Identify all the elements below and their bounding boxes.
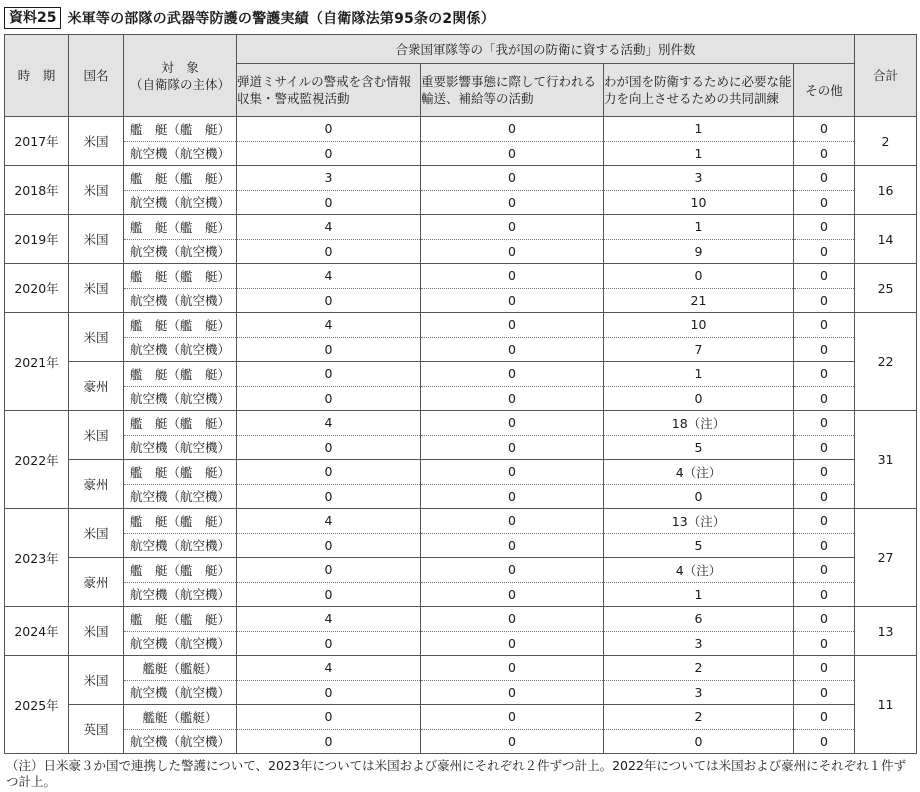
count-cell: 0	[794, 411, 855, 436]
subject-cell: 航空機（航空機）	[124, 729, 237, 754]
count-cell: 18（注）	[604, 411, 794, 436]
table-row	[5, 166, 917, 191]
count-cell: 4	[237, 607, 421, 632]
period-cell: 2019年	[5, 215, 69, 264]
count-cell: 0	[794, 117, 855, 142]
count-cell: 0	[421, 607, 604, 632]
count-cell: 0	[604, 729, 794, 754]
header-subject: 対 象 （自衛隊の主体）	[124, 35, 237, 117]
header-period: 時 期	[5, 35, 69, 117]
count-cell: 0	[237, 117, 421, 142]
count-cell: 0	[237, 582, 421, 607]
country-cell: 豪州	[69, 558, 124, 607]
count-cell: 0	[237, 558, 421, 583]
count-cell: 4	[237, 509, 421, 534]
subject-cell: 航空機（航空機）	[124, 533, 237, 558]
period-cell: 2020年	[5, 264, 69, 313]
header-country: 国名	[69, 35, 124, 117]
header-col-logistics: 重要影響事態に際して行われる輸送、補給等の活動	[421, 64, 604, 117]
document-badge: 資料25	[4, 7, 61, 29]
count-cell: 0	[237, 141, 421, 166]
country-cell: 米国	[69, 117, 124, 166]
count-cell: 0	[604, 386, 794, 411]
table-row	[5, 631, 917, 656]
count-cell: 0	[421, 386, 604, 411]
subject-cell: 航空機（航空機）	[124, 435, 237, 460]
count-cell: 4	[237, 656, 421, 681]
subject-cell: 航空機（航空機）	[124, 288, 237, 313]
subject-cell: 艦 艇（艦 艇）	[124, 411, 237, 436]
period-cell: 2021年	[5, 313, 69, 411]
count-cell: 0	[421, 509, 604, 534]
table-row	[5, 558, 917, 583]
count-cell: 0	[794, 484, 855, 509]
period-cell: 2017年	[5, 117, 69, 166]
count-cell: 0	[604, 484, 794, 509]
count-cell: 0	[794, 705, 855, 730]
country-cell: 米国	[69, 166, 124, 215]
subject-cell: 艦艇（艦艇）	[124, 705, 237, 730]
count-cell: 2	[604, 656, 794, 681]
count-cell: 1	[604, 117, 794, 142]
count-cell: 6	[604, 607, 794, 632]
count-cell: 0	[794, 313, 855, 338]
subject-cell: 艦 艇（艦 艇）	[124, 362, 237, 387]
count-cell: 0	[794, 509, 855, 534]
count-cell: 4	[237, 313, 421, 338]
count-cell: 1	[604, 362, 794, 387]
count-cell: 0	[794, 362, 855, 387]
count-cell: 0	[237, 435, 421, 460]
country-cell: 米国	[69, 313, 124, 362]
count-cell: 0	[794, 190, 855, 215]
count-cell: 10	[604, 313, 794, 338]
title-text: 米軍等の部隊の武器等防護の警護実績（自衛隊法第95条の2関係）	[67, 11, 495, 27]
total-cell: 22	[855, 313, 917, 411]
table-row	[5, 288, 917, 313]
count-cell: 0	[421, 631, 604, 656]
count-cell: 0	[421, 190, 604, 215]
count-cell: 0	[237, 190, 421, 215]
subject-cell: 艦 艇（艦 艇）	[124, 215, 237, 240]
table-row	[5, 117, 917, 142]
subject-cell: 艦艇（艦艇）	[124, 656, 237, 681]
count-cell: 0	[421, 239, 604, 264]
count-cell: 0	[604, 264, 794, 289]
subject-cell: 艦 艇（艦 艇）	[124, 558, 237, 583]
count-cell: 0	[794, 264, 855, 289]
subject-cell: 艦 艇（艦 艇）	[124, 117, 237, 142]
period-cell: 2018年	[5, 166, 69, 215]
count-cell: 0	[794, 680, 855, 705]
count-cell: 0	[794, 582, 855, 607]
country-cell: 英国	[69, 705, 124, 754]
count-cell: 0	[794, 435, 855, 460]
table-row	[5, 533, 917, 558]
table-row	[5, 313, 917, 338]
count-cell: 0	[421, 680, 604, 705]
count-cell: 1	[604, 141, 794, 166]
count-cell: 2	[604, 705, 794, 730]
subject-cell: 艦 艇（艦 艇）	[124, 460, 237, 485]
count-cell: 0	[237, 460, 421, 485]
count-cell: 4（注）	[604, 558, 794, 583]
count-cell: 7	[604, 337, 794, 362]
table-row	[5, 460, 917, 485]
table-row	[5, 264, 917, 289]
subject-cell: 航空機（航空機）	[124, 386, 237, 411]
subject-cell: 航空機（航空機）	[124, 190, 237, 215]
count-cell: 0	[794, 607, 855, 632]
count-cell: 10	[604, 190, 794, 215]
country-cell: 米国	[69, 656, 124, 705]
count-cell: 9	[604, 239, 794, 264]
total-cell: 27	[855, 509, 917, 607]
count-cell: 0	[421, 705, 604, 730]
count-cell: 4	[237, 411, 421, 436]
total-cell: 14	[855, 215, 917, 264]
total-cell: 25	[855, 264, 917, 313]
period-cell: 2025年	[5, 656, 69, 754]
count-cell: 0	[421, 435, 604, 460]
count-cell: 21	[604, 288, 794, 313]
count-cell: 0	[237, 631, 421, 656]
count-cell: 0	[794, 460, 855, 485]
country-cell: 米国	[69, 215, 124, 264]
country-cell: 米国	[69, 264, 124, 313]
country-cell: 米国	[69, 607, 124, 656]
count-cell: 0	[237, 362, 421, 387]
header-group: 合衆国軍隊等の「我が国の防衛に資する活動」別件数	[237, 35, 855, 64]
table-row	[5, 656, 917, 681]
count-cell: 0	[421, 558, 604, 583]
count-cell: 0	[421, 215, 604, 240]
count-cell: 0	[794, 558, 855, 583]
subject-cell: 艦 艇（艦 艇）	[124, 509, 237, 534]
count-cell: 4（注）	[604, 460, 794, 485]
table-row	[5, 411, 917, 436]
count-cell: 0	[794, 239, 855, 264]
count-cell: 0	[421, 656, 604, 681]
subject-cell: 艦 艇（艦 艇）	[124, 607, 237, 632]
count-cell: 0	[794, 288, 855, 313]
count-cell: 0	[421, 141, 604, 166]
total-cell: 16	[855, 166, 917, 215]
total-cell: 11	[855, 656, 917, 754]
count-cell: 0	[237, 239, 421, 264]
count-cell: 0	[421, 362, 604, 387]
count-cell: 0	[794, 386, 855, 411]
footnote: （注）日米豪３か国で連携した警護について、2023年については米国および豪州にそれぞれ２件ずつ計上。2022年については米国および豪州にそれぞれ１件ずつ計上。	[6, 758, 907, 789]
count-cell: 0	[794, 166, 855, 191]
header-col-surveillance: 弾道ミサイルの警戒を含む情報収集・警戒監視活動	[237, 64, 421, 117]
period-cell: 2023年	[5, 509, 69, 607]
count-cell: 3	[604, 680, 794, 705]
subject-cell: 航空機（航空機）	[124, 239, 237, 264]
country-cell: 米国	[69, 509, 124, 558]
count-cell: 13（注）	[604, 509, 794, 534]
subject-cell: 航空機（航空機）	[124, 141, 237, 166]
country-cell: 豪州	[69, 460, 124, 509]
table-row	[5, 215, 917, 240]
count-cell: 0	[421, 313, 604, 338]
count-cell: 3	[237, 166, 421, 191]
count-cell: 0	[237, 288, 421, 313]
count-cell: 0	[421, 411, 604, 436]
count-cell: 4	[237, 215, 421, 240]
count-cell: 0	[794, 533, 855, 558]
table-body	[5, 117, 917, 754]
count-cell: 3	[604, 166, 794, 191]
total-cell: 2	[855, 117, 917, 166]
count-cell: 0	[421, 166, 604, 191]
count-cell: 0	[794, 631, 855, 656]
count-cell: 1	[604, 582, 794, 607]
count-cell: 0	[237, 533, 421, 558]
table-row	[5, 435, 917, 460]
count-cell: 0	[421, 582, 604, 607]
count-cell: 0	[794, 337, 855, 362]
count-cell: 0	[421, 264, 604, 289]
count-cell: 0	[421, 337, 604, 362]
table-row	[5, 509, 917, 534]
period-cell: 2022年	[5, 411, 69, 509]
results-table	[4, 34, 917, 754]
total-cell: 31	[855, 411, 917, 509]
table-row	[5, 362, 917, 387]
count-cell: 0	[237, 729, 421, 754]
count-cell: 0	[237, 337, 421, 362]
header-total: 合計	[855, 35, 917, 117]
table-row	[5, 337, 917, 362]
count-cell: 0	[237, 484, 421, 509]
table-row	[5, 680, 917, 705]
count-cell: 1	[604, 215, 794, 240]
country-cell: 米国	[69, 411, 124, 460]
count-cell: 0	[421, 729, 604, 754]
table-row	[5, 190, 917, 215]
count-cell: 0	[421, 460, 604, 485]
table-row	[5, 386, 917, 411]
table-row	[5, 141, 917, 166]
country-cell: 豪州	[69, 362, 124, 411]
count-cell: 3	[604, 631, 794, 656]
subject-cell: 艦 艇（艦 艇）	[124, 313, 237, 338]
table-row	[5, 582, 917, 607]
subject-cell: 航空機（航空機）	[124, 484, 237, 509]
period-cell: 2024年	[5, 607, 69, 656]
document-title	[4, 6, 495, 30]
count-cell: 0	[237, 705, 421, 730]
subject-cell: 航空機（航空機）	[124, 337, 237, 362]
header-col-training: わが国を防衛するために必要な能力を向上させるための共同訓練	[604, 64, 794, 117]
table-row	[5, 607, 917, 632]
header-col-other: その他	[794, 64, 855, 117]
count-cell: 0	[794, 729, 855, 754]
count-cell: 0	[794, 656, 855, 681]
count-cell: 0	[237, 386, 421, 411]
subject-cell: 航空機（航空機）	[124, 582, 237, 607]
count-cell: 4	[237, 264, 421, 289]
subject-cell: 艦 艇（艦 艇）	[124, 166, 237, 191]
total-cell: 13	[855, 607, 917, 656]
count-cell: 0	[421, 117, 604, 142]
table-row	[5, 705, 917, 730]
table-row	[5, 484, 917, 509]
count-cell: 0	[237, 680, 421, 705]
table-row	[5, 729, 917, 754]
count-cell: 0	[794, 215, 855, 240]
table-row	[5, 239, 917, 264]
subject-cell: 艦 艇（艦 艇）	[124, 264, 237, 289]
count-cell: 0	[421, 484, 604, 509]
count-cell: 0	[794, 141, 855, 166]
subject-cell: 航空機（航空機）	[124, 631, 237, 656]
subject-cell: 航空機（航空機）	[124, 680, 237, 705]
count-cell: 5	[604, 435, 794, 460]
count-cell: 0	[421, 288, 604, 313]
count-cell: 5	[604, 533, 794, 558]
count-cell: 0	[421, 533, 604, 558]
